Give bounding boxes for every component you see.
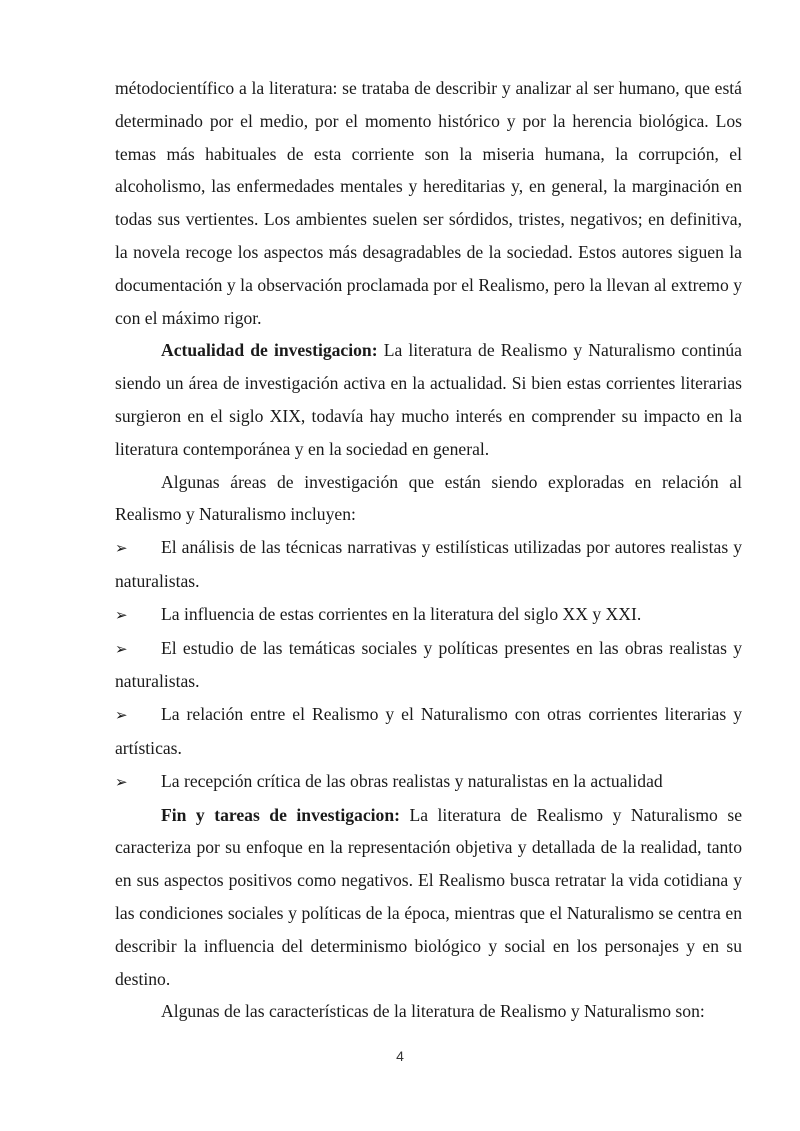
heading-fin-tareas: Fin y tareas de investigacion: bbox=[161, 804, 400, 825]
paragraph-fin-tareas bbox=[115, 799, 742, 996]
document-page bbox=[115, 72, 742, 1028]
list-item bbox=[115, 598, 742, 632]
paragraph-areas-intro: Algunas áreas de investigación que están siendo exploradas en relación al Realismo y Naturalismo incluyen: bbox=[115, 471, 742, 525]
list-item bbox=[115, 765, 742, 799]
list-item-text: La relación entre el Realismo y el Naturalismo con otras corrientes literarias y artísticas. bbox=[115, 704, 742, 758]
list-item bbox=[115, 531, 742, 598]
paragraph-fin-tareas-body: La literatura de Realismo y Naturalismo se caracteriza por su enfoque en la representación objetiva y detallada de la realidad, tanto en sus aspectos positivos como negativos. El Realismo busca retratar la vida cotidiana y las condiciones sociales y políticas de la época, mientras que el Naturalismo se centra en describir la influencia del determinismo biológico y social en los personajes y en su destino. bbox=[115, 804, 743, 989]
arrowhead-bullet-icon: ➢ bbox=[115, 539, 128, 558]
list-item-text: La influencia de estas corrientes en la literatura del siglo XX y XXI. bbox=[161, 603, 642, 624]
arrowhead-bullet-icon: ➢ bbox=[115, 706, 128, 725]
list-item bbox=[115, 698, 742, 765]
list-item-text: El análisis de las técnicas narrativas y estilísticas utilizadas por autores realistas y naturalistas. bbox=[115, 537, 742, 591]
paragraph-caracteristicas-intro: Algunas de las características de la literatura de Realismo y Naturalismo son: bbox=[161, 1001, 705, 1022]
paragraph-naturalismo-method: métodocientífico a la literatura: se trataba de describir y analizar al ser humano, que está determinado por el medio, por el momento histórico y por la herencia biológica. Los temas más habituales de esta corriente son la miseria humana, la corrupción, el alcoholismo, las enfermedades mentales y hereditarias y, en general, la marginación en todas sus vertientes. Los ambientes suelen ser sórdidos, tristes, negativos; en definitiva, la novela recoge los aspectos más desagradables de la sociedad. Estos autores siguen la documentación y la observación proclamada por el Realismo, pero la llevan al extremo y con el máximo rigor. bbox=[115, 78, 742, 328]
arrowhead-bullet-icon: ➢ bbox=[115, 772, 128, 791]
arrowhead-bullet-icon: ➢ bbox=[115, 639, 128, 658]
page-number: 4 bbox=[396, 1048, 404, 1064]
list-item-text: El estudio de las temáticas sociales y políticas presentes en las obras realistas y naturalistas. bbox=[115, 637, 742, 692]
bullet-list bbox=[115, 531, 742, 798]
paragraph-actualidad-body: La literatura de Realismo y Naturalismo continúa siendo un área de investigación activa en la actualidad. Si bien estas corrientes literarias surgieron en el siglo XIX, todavía hay mucho interés en comprender su impacto en la literatura contemporánea y en la sociedad en general. bbox=[115, 340, 742, 459]
heading-actualidad: Actualidad de investigacion: bbox=[161, 340, 378, 361]
list-item bbox=[115, 632, 742, 699]
paragraph-actualidad bbox=[115, 334, 742, 465]
list-item-text: La recepción crítica de las obras realistas y naturalistas en la actualidad bbox=[161, 770, 663, 791]
arrowhead-bullet-icon: ➢ bbox=[115, 605, 128, 624]
